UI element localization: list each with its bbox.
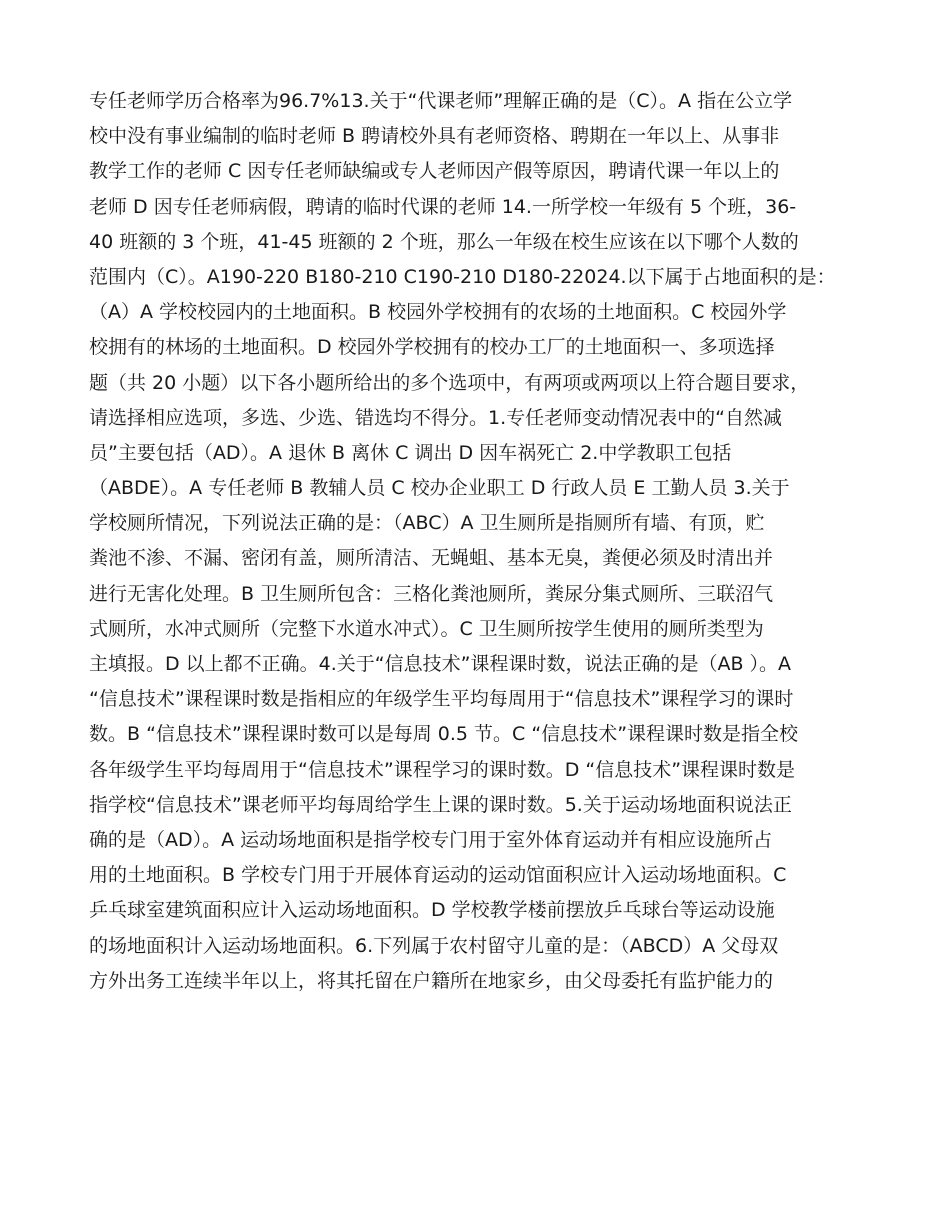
text-line: “信息技术”课程课时数是指相应的年级学生平均每周用于“信息技术”课程学习的课时 [89, 688, 794, 711]
text-line: 乒乓球室建筑面积应计入运动场地面积。D 学校教学楼前摆放乒乓球台等运动设施 [89, 899, 775, 922]
text-line: 各年级学生平均每周用于“信息技术”课程学习的课时数。D “信息技术”课程课时数是 [89, 758, 796, 781]
text-line: 教学工作的老师 C 因专任老师缺编或专人老师因产假等原因，聘请代课一年以上的 [89, 160, 780, 183]
text-line: 题（共 20 小题）以下各小题所给出的多个选项中，有两项或两项以上符合题目要求， [89, 371, 810, 394]
text-line: （ABDE）。A 专任老师 B 教辅人员 C 校办企业职工 D 行政人员 E 工勤人员 3.关于 [89, 477, 790, 500]
text-line: 用的土地面积。B 学校专门用于开展体育运动的运动馆面积应计入运动场地面积。C [89, 864, 787, 887]
text-line: 40 班额的 3 个班，41-45 班额的 2 个班，那么一年级在校生应该在以下哪个人数的 [89, 230, 799, 253]
text-line: 粪池不渗、不漏、密闭有盖，厕所清洁、无蝇蛆、基本无臭，粪便必须及时清出并 [89, 547, 774, 570]
text-line: 专任老师学历合格率为96.7%13.关于“代课老师”理解正确的是（C）。A 指在公立学 [89, 90, 793, 112]
text-line: 老师 D 因专任老师病假，聘请的临时代课的老师 14.一所学校一年级有 5 个班，36- [89, 195, 797, 218]
text-line: 校拥有的林场的土地面积。D 校园外学校拥有的校办工厂的土地面积一、多项选择 [89, 336, 775, 359]
text-line: 请选择相应选项，多选、少选、错选均不得分。1.专任老师变动情况表中的“自然减 [89, 406, 782, 429]
text-line: 式厕所，水冲式厕所（完整下水道水冲式）。C 卫生厕所按学生使用的厕所类型为 [89, 617, 764, 640]
text-line: 进行无害化处理。B 卫生厕所包含：三格化粪池厕所，粪尿分集式厕所、三联沼气 [89, 582, 774, 605]
text-line: 的场地面积计入运动场地面积。6.下列属于农村留守儿童的是：（ABCD）A 父母双 [89, 934, 779, 957]
text-line: （A）A 学校校园内的土地面积。B 校园外学校拥有的农场的土地面积。C 校园外学 [89, 301, 787, 324]
text-line: 确的是（AD）。A 运动场地面积是指学校专门用于室外体育运动并有相应设施所占 [89, 828, 773, 851]
body-text [89, 84, 869, 999]
text-line: 方外出务工连续半年以上，将其托留在户籍所在地家乡，由父母委托有监护能力的 [89, 969, 774, 992]
text-line: 主填报。D 以上都不正确。4.关于“信息技术”课程课时数，说法正确的是（AB ）。A [89, 653, 792, 675]
text-line: 数。B “信息技术”课程课时数可以是每周 0.5 节。C “信息技术”课程课时数是指全校 [89, 723, 799, 746]
text-line: 指学校“信息技术”课老师平均每周给学生上课的课时数。5.关于运动场地面积说法正 [89, 793, 792, 816]
text-line: 范围内（C）。A190-220 B180-210 C190-210 D180-22024.以下属于占地面积的是： [89, 265, 836, 288]
text-line: 员”主要包括（AD）。A 退休 B 离休 C 调出 D 因车祸死亡 2.中学教职工包括 [89, 441, 732, 464]
text-line: 校中没有事业编制的临时老师 B 聘请校外具有老师资格、聘期在一年以上、从事非 [89, 125, 780, 148]
text-line: 学校厕所情况，下列说法正确的是：（ABC）A 卫生厕所是指厕所有墙、有顶，贮 [89, 512, 765, 535]
